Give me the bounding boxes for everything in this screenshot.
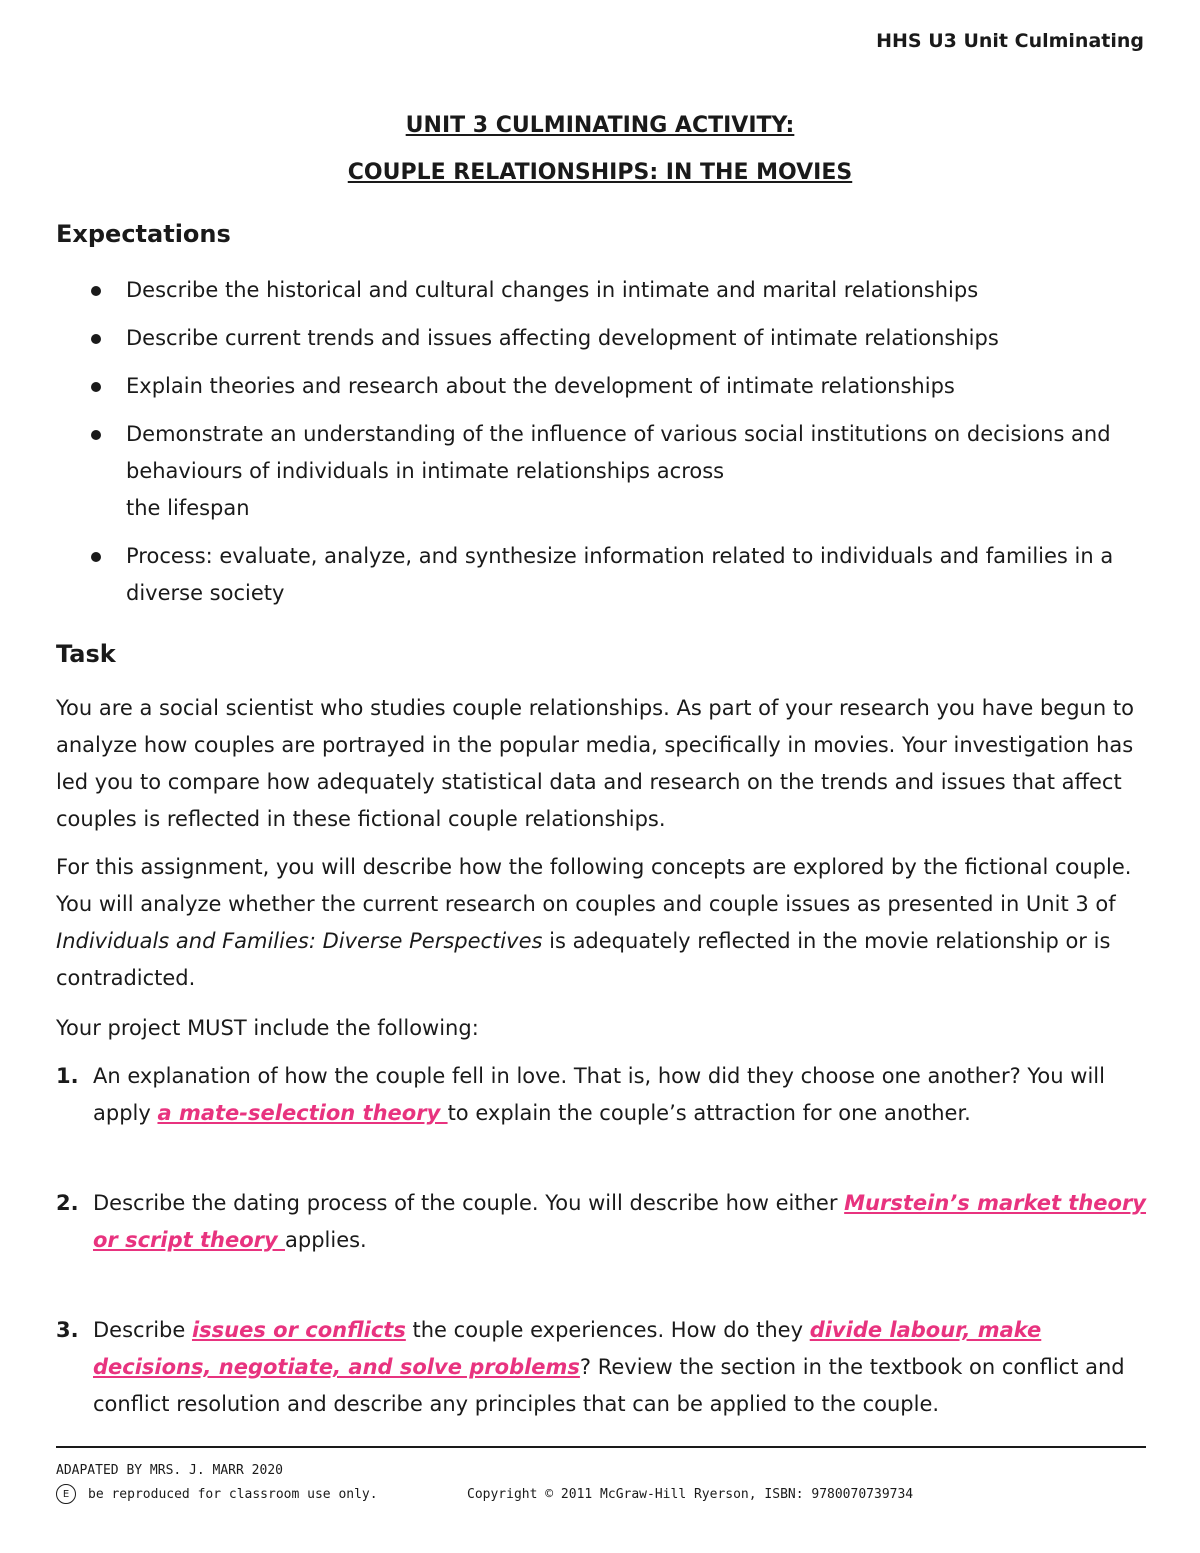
item-number: 2. — [56, 1191, 79, 1215]
expectation-text: Process: evaluate, analyze, and synthesize information related to individuals and families in a diverse society — [126, 544, 1114, 605]
expectations-heading: Expectations — [56, 220, 231, 248]
textbook-title: Individuals and Families: Diverse Perspectives — [56, 929, 543, 953]
bullet-icon — [91, 382, 101, 392]
bullet-icon — [91, 286, 101, 296]
item-text: the couple experiences. How do they — [405, 1318, 810, 1342]
page-title-line2: COUPLE RELATIONSHIPS: IN THE MOVIES — [347, 160, 853, 185]
expectation-item — [56, 272, 1156, 309]
footer-author: ADAPATED BY MRS. J. MARR 2020 — [56, 1463, 283, 1478]
requirements-list — [56, 1058, 1151, 1423]
expectation-item — [56, 416, 1156, 527]
requirement-item — [56, 1312, 1151, 1423]
item-number: 1. — [56, 1064, 79, 1088]
task-heading: Task — [56, 640, 116, 668]
task-paragraph-1: You are a social scientist who studies couple relationships. As part of your research you have begun to analyze how couples are portrayed in the popular media, specifically in movies. Your investigation has led you to compare how adequately statistical data and research on the trends and issues that affect couples is reflected in these fictional couple relationships. — [56, 696, 1134, 831]
expectation-text: Describe the historical and cultural changes in intimate and marital relationships — [126, 278, 979, 302]
expectation-item — [56, 320, 1156, 357]
item-text: Describe — [93, 1318, 192, 1342]
footer-reproduce-note: be reproduced for classroom use only. — [88, 1487, 378, 1502]
item-text: ? Review the section in the textbook on conflict and conflict resolution and describe any principles that can be applied to the couple. — [93, 1355, 1125, 1416]
expectation-item — [56, 368, 1156, 405]
task-paragraph-3: Your project MUST include the following: — [56, 1016, 479, 1040]
task-paragraph-2 — [56, 849, 1151, 997]
header-doc-label: HHS U3 Unit Culminating — [876, 30, 1144, 52]
bullet-icon — [91, 430, 101, 440]
expectation-text: Describe current trends and issues affecting development of intimate relationships — [126, 326, 999, 350]
expectation-text-continued: the lifespan — [126, 496, 250, 520]
task-paragraph-2-text: For this assignment, you will describe how the following concepts are explored by the fictional couple. You will analyze whether the current research on couples and couple issues as presented in Unit 3 of — [56, 855, 1132, 916]
requirement-item — [56, 1058, 1151, 1132]
item-number: 3. — [56, 1318, 79, 1342]
highlight-link[interactable]: divide labour, make decisions, negotiate, and solve problems — [93, 1318, 1042, 1379]
expectation-text: Explain theories and research about the development of intimate relationships — [126, 374, 955, 398]
expectations-list — [56, 272, 1156, 623]
bullet-icon — [91, 334, 101, 344]
item-text: Describe the dating process of the couple. You will describe how either — [93, 1191, 845, 1215]
expectation-text: Demonstrate an understanding of the influence of various social institutions on decisions and behaviours of individuals in intimate relationships across — [126, 422, 1111, 483]
item-text: applies. — [285, 1228, 367, 1252]
item-text: An explanation of how the couple fell in love. That is, how did they choose one another? You will apply — [93, 1064, 1105, 1125]
requirement-item — [56, 1185, 1151, 1259]
expectation-item — [56, 538, 1156, 612]
task-paragraph-2-text-end: is adequately reflected in the movie relationship or is contradicted. — [56, 929, 1111, 990]
item-text: to explain the couple’s attraction for one another. — [447, 1101, 971, 1125]
footer-copyright: Copyright © 2011 McGraw-Hill Ryerson, ISBN: 9780070739734 — [467, 1487, 914, 1502]
license-icon: E — [56, 1484, 76, 1504]
page-title-line1: UNIT 3 CULMINATING ACTIVITY: — [405, 113, 795, 138]
bullet-icon — [91, 552, 101, 562]
highlight-link[interactable]: Murstein’s market theory or script theory — [93, 1191, 1147, 1252]
highlight-link[interactable]: issues or conflicts — [191, 1318, 406, 1342]
footer-divider — [56, 1446, 1146, 1448]
highlight-link[interactable]: a mate-selection theory — [157, 1101, 448, 1125]
